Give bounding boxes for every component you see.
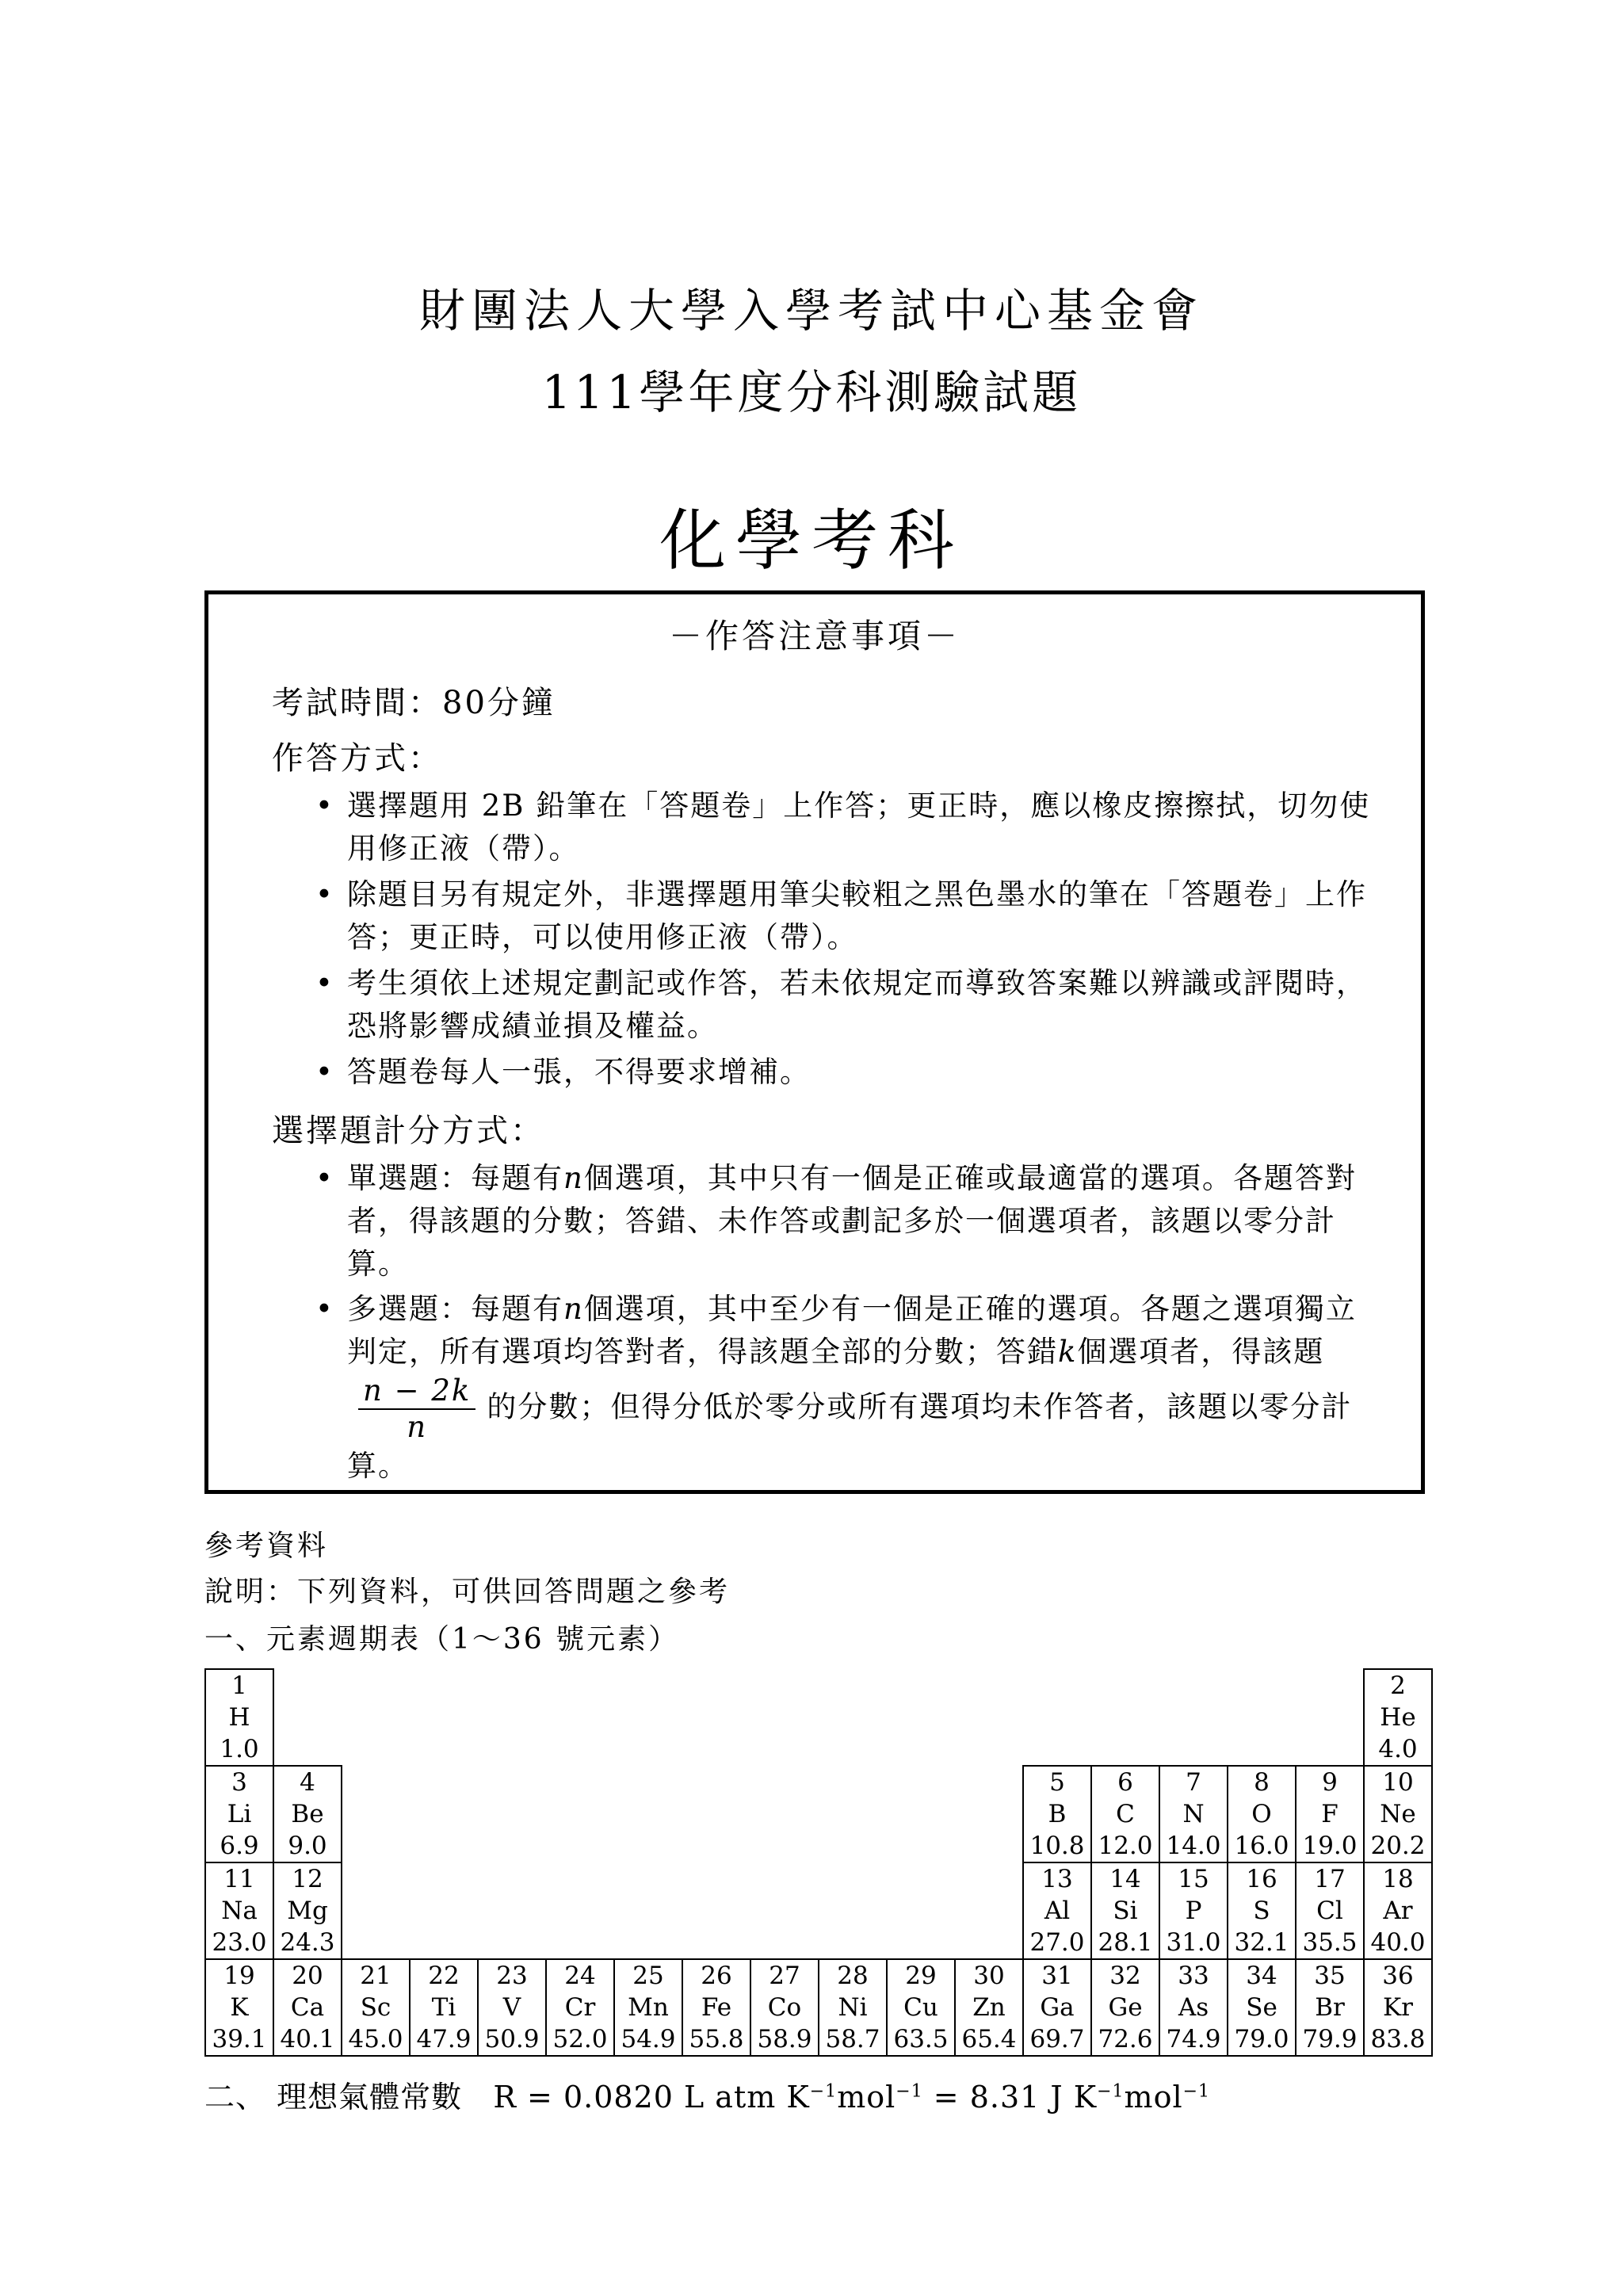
element-cell (614, 1959, 682, 2056)
atomic-mass: 40.1 (280, 2025, 335, 2053)
atomic-mass: 9.0 (288, 1832, 327, 1860)
atomic-number: 7 (1186, 1768, 1201, 1797)
empty-cell (887, 1669, 955, 1766)
element-cell (1159, 1959, 1228, 2056)
atomic-number: 17 (1314, 1865, 1346, 1893)
exponent: −1 (1182, 2081, 1211, 2102)
empty-cell (342, 1669, 410, 1766)
atomic-mass: 1.0 (220, 1735, 259, 1763)
element-cell (205, 1669, 273, 1766)
atomic-number: 32 (1109, 1962, 1141, 1990)
element-cell (819, 1959, 887, 2056)
multi-text-1: 多選題：每題有 (347, 1292, 563, 1326)
atomic-number: 1 (231, 1671, 247, 1700)
periodic-table (204, 1668, 1433, 2057)
notice-heading: －作答注意事項－ (668, 617, 960, 655)
element-cell (750, 1959, 819, 2056)
empty-cell (887, 1862, 955, 1959)
element-symbol: Be (291, 1800, 324, 1828)
element-cell (1023, 1959, 1091, 2056)
empty-cell (682, 1766, 750, 1862)
element-symbol: Li (227, 1800, 252, 1828)
atomic-mass: 14.0 (1166, 1832, 1221, 1860)
empty-cell (750, 1862, 819, 1959)
element-symbol: As (1178, 1993, 1209, 2022)
element-cell (410, 1959, 478, 2056)
element-symbol: H (228, 1703, 250, 1732)
element-cell (887, 1959, 955, 2056)
empty-cell (819, 1862, 887, 1959)
empty-cell (955, 1862, 1023, 1959)
element-cell (1159, 1862, 1228, 1959)
atomic-number: 28 (837, 1962, 869, 1990)
empty-cell (410, 1862, 478, 1959)
single-text-2: 個選項，其中只有一個是正確或最適當的選項。各題答對者，得該題的分數；答錯、未作答或劃記多於一個選項者，該題以零分計算。 (347, 1161, 1357, 1281)
method-item (315, 785, 1377, 870)
single-text-1: 單選題：每題有 (347, 1161, 563, 1195)
element-symbol: O (1251, 1800, 1272, 1828)
atomic-number: 9 (1322, 1768, 1338, 1797)
element-cell (1364, 1766, 1432, 1862)
element-cell (205, 1766, 273, 1862)
multi-text-3: 個選項者，得該題 (1077, 1335, 1325, 1369)
multi-k: k (1058, 1335, 1078, 1369)
atomic-mass: 6.9 (220, 1832, 259, 1860)
element-symbol: S (1253, 1897, 1270, 1925)
element-symbol: P (1185, 1897, 1202, 1925)
fraction-denominator: n (407, 1410, 428, 1444)
multi-text-2: 個選項，其中至少有一個是正確的選項。各題之選項獨立判定，所有選項均答對者，得該題全部的分數；答錯 (347, 1292, 1357, 1369)
atomic-mass: 65.4 (961, 2025, 1017, 2053)
element-symbol: Ne (1380, 1800, 1416, 1828)
atomic-mass: 74.9 (1166, 2025, 1221, 2053)
element-cell (1296, 1766, 1364, 1862)
empty-cell (955, 1766, 1023, 1862)
atomic-number: 13 (1041, 1865, 1073, 1893)
single-n: n (563, 1161, 584, 1195)
atomic-mass: 16.0 (1234, 1832, 1289, 1860)
method-item (315, 962, 1377, 1048)
atomic-number: 27 (769, 1962, 800, 1990)
element-symbol: Na (221, 1897, 258, 1925)
atomic-mass: 35.5 (1302, 1928, 1358, 1957)
atomic-number: 33 (1178, 1962, 1209, 1990)
element-cell (1091, 1959, 1159, 2056)
element-symbol: Br (1315, 1993, 1345, 2022)
method-item-text: 答題卷每人一張，不得要求增補。 (347, 1055, 811, 1089)
empty-cell (546, 1766, 614, 1862)
fraction-numerator: n − 2k (358, 1373, 475, 1410)
atomic-number: 24 (564, 1962, 596, 1990)
atomic-mass: 79.9 (1302, 2025, 1358, 2053)
atomic-mass: 39.1 (212, 2025, 267, 2053)
method-item-text: 除題目另有規定外，非選擇題用筆尖較粗之黑色墨水的筆在「答題卷」上作答；更正時，可以使用修正液（帶）。 (347, 877, 1367, 954)
atomic-number: 5 (1049, 1768, 1065, 1797)
atomic-number: 26 (701, 1962, 732, 1990)
gas-constant-label: 二、 理想氣體常數 (204, 2080, 463, 2115)
periodic-table-label: 一、元素週期表（1～36 號元素） (204, 1623, 680, 1656)
element-symbol: Mg (287, 1897, 328, 1925)
gas-constant (204, 2073, 1210, 2116)
atomic-number: 8 (1254, 1768, 1270, 1797)
periodic-row (205, 1959, 1432, 2056)
element-symbol: F (1321, 1800, 1338, 1828)
empty-cell (682, 1862, 750, 1959)
atomic-number: 14 (1109, 1865, 1141, 1893)
notice-box (204, 590, 1425, 1494)
atomic-number: 25 (632, 1962, 664, 1990)
atomic-number: 3 (231, 1768, 247, 1797)
element-cell (342, 1959, 410, 2056)
element-symbol: Ni (838, 1993, 868, 2022)
bullet-icon: • (315, 1292, 334, 1326)
bullet-icon: • (315, 1161, 334, 1195)
empty-cell (546, 1669, 614, 1766)
empty-cell (478, 1669, 546, 1766)
atomic-mass: 40.0 (1370, 1928, 1426, 1957)
atomic-number: 23 (496, 1962, 528, 1990)
atomic-number: 34 (1246, 1962, 1277, 1990)
element-symbol: Cu (903, 1993, 938, 2022)
atomic-mass: 10.8 (1029, 1832, 1085, 1860)
empty-cell (682, 1669, 750, 1766)
element-symbol: Mn (628, 1993, 669, 2022)
element-symbol: Fe (701, 1993, 732, 2022)
reference-description: 說明：下列資料，可供回答問題之參考 (204, 1576, 731, 1608)
atomic-mass: 55.8 (689, 2025, 744, 2053)
method-item (315, 873, 1377, 959)
gas-mol: mol (1124, 2080, 1183, 2115)
atomic-mass: 4.0 (1378, 1735, 1418, 1763)
subject-title: 化學考科 (659, 502, 964, 579)
atomic-mass: 31.0 (1166, 1928, 1221, 1957)
atomic-mass: 58.7 (825, 2025, 880, 2053)
organization-title: 財團法人大學入學考試中心基金會 (418, 284, 1204, 338)
exam-title: 111學年度分科測驗試題 (541, 365, 1082, 419)
element-symbol: Kr (1383, 1993, 1413, 2022)
empty-cell (1228, 1669, 1296, 1766)
exponent: −1 (896, 2081, 923, 2102)
atomic-mass: 52.0 (552, 2025, 608, 2053)
element-cell (205, 1862, 273, 1959)
empty-cell (478, 1862, 546, 1959)
atomic-number: 2 (1390, 1671, 1406, 1700)
element-symbol: Si (1113, 1897, 1138, 1925)
empty-cell (750, 1669, 819, 1766)
element-symbol: Cl (1316, 1897, 1343, 1925)
atomic-mass: 32.1 (1234, 1928, 1289, 1957)
bullet-icon: • (315, 789, 334, 823)
atomic-mass: 24.3 (280, 1928, 335, 1957)
element-symbol: Ca (290, 1993, 325, 2022)
element-cell (1023, 1862, 1091, 1959)
multi-text-4: 的分數；但得分低於零分或所有選項均未作答者，該題以零分計算。 (347, 1389, 1353, 1483)
atomic-mass: 54.9 (621, 2025, 676, 2053)
element-cell (1159, 1766, 1228, 1862)
empty-cell (819, 1766, 887, 1862)
element-cell (273, 1862, 342, 1959)
atomic-number: 35 (1314, 1962, 1346, 1990)
atomic-number: 36 (1382, 1962, 1414, 1990)
empty-cell (614, 1862, 682, 1959)
atomic-number: 29 (905, 1962, 937, 1990)
element-symbol: Cr (564, 1993, 596, 2022)
atomic-number: 15 (1178, 1865, 1209, 1893)
element-symbol: Al (1044, 1897, 1071, 1925)
element-symbol: B (1048, 1800, 1067, 1828)
atomic-number: 11 (223, 1865, 255, 1893)
element-symbol: Sc (360, 1993, 391, 2022)
atomic-mass: 28.1 (1098, 1928, 1153, 1957)
atomic-mass: 45.0 (348, 2025, 403, 2053)
periodic-row (205, 1669, 1432, 1766)
atomic-number: 10 (1382, 1768, 1414, 1797)
element-symbol: Ga (1040, 1993, 1075, 2022)
element-symbol: V (502, 1993, 521, 2022)
empty-cell (342, 1862, 410, 1959)
element-cell (682, 1959, 750, 2056)
gas-formula-a: R = 0.0820 L atm K (493, 2080, 810, 2115)
empty-cell (273, 1669, 342, 1766)
atomic-mass: 27.0 (1029, 1928, 1085, 1957)
atomic-number: 31 (1041, 1962, 1073, 1990)
reference-title: 參考資料 (204, 1530, 329, 1562)
element-symbol: Se (1246, 1993, 1277, 2022)
element-symbol: Zn (972, 1993, 1006, 2022)
empty-cell (955, 1669, 1023, 1766)
element-symbol: N (1182, 1800, 1205, 1828)
element-cell (1296, 1862, 1364, 1959)
bullet-icon: • (315, 877, 334, 911)
single-choice-rule (315, 1157, 1377, 1286)
element-cell (955, 1959, 1023, 2056)
empty-cell (342, 1766, 410, 1862)
element-cell (478, 1959, 546, 2056)
atomic-number: 18 (1382, 1865, 1414, 1893)
scoring-title: 選擇題計分方式： (272, 1113, 544, 1149)
exponent: −1 (1097, 2081, 1125, 2102)
empty-cell (1296, 1669, 1364, 1766)
element-symbol: Ti (431, 1993, 456, 2022)
atomic-number: 20 (292, 1962, 323, 1990)
method-title: 作答方式： (272, 740, 442, 777)
empty-cell (1023, 1669, 1091, 1766)
score-fraction (358, 1373, 475, 1445)
element-cell (1364, 1669, 1432, 1766)
atomic-number: 30 (973, 1962, 1005, 1990)
element-symbol: K (230, 1993, 249, 2022)
empty-cell (887, 1766, 955, 1862)
atomic-number: 12 (292, 1865, 323, 1893)
element-cell (1091, 1766, 1159, 1862)
method-item (315, 1051, 1377, 1094)
atomic-mass: 79.0 (1234, 2025, 1289, 2053)
atomic-mass: 12.0 (1098, 1832, 1153, 1860)
element-symbol: C (1116, 1800, 1135, 1828)
atomic-mass: 69.7 (1029, 2025, 1085, 2053)
multi-n: n (563, 1292, 584, 1326)
empty-cell (546, 1862, 614, 1959)
atomic-mass: 83.8 (1370, 2025, 1426, 2053)
empty-cell (410, 1669, 478, 1766)
element-cell (1364, 1959, 1432, 2056)
atomic-number: 6 (1117, 1768, 1133, 1797)
atomic-number: 21 (360, 1962, 391, 1990)
method-item-text: 選擇題用 2B 鉛筆在「答題卷」上作答；更正時，應以橡皮擦擦拭，切勿使用修正液（帶）。 (347, 789, 1371, 865)
atomic-mass: 72.6 (1098, 2025, 1153, 2053)
atomic-mass: 63.5 (893, 2025, 949, 2053)
bullet-icon: • (315, 1055, 334, 1089)
empty-cell (819, 1669, 887, 1766)
gas-mol: mol (837, 2080, 896, 2115)
atomic-mass: 47.9 (416, 2025, 472, 2053)
element-cell (1228, 1862, 1296, 1959)
element-symbol: Ar (1383, 1897, 1413, 1925)
exponent: −1 (809, 2081, 838, 2102)
multi-choice-rule (315, 1288, 1377, 1488)
empty-cell (614, 1766, 682, 1862)
empty-cell (410, 1766, 478, 1862)
atomic-mass: 58.9 (757, 2025, 812, 2053)
atomic-number: 19 (223, 1962, 255, 1990)
empty-cell (1091, 1669, 1159, 1766)
empty-cell (614, 1669, 682, 1766)
atomic-number: 22 (428, 1962, 460, 1990)
exam-time: 考試時間：80分鐘 (272, 685, 556, 721)
element-symbol: Ge (1108, 1993, 1143, 2022)
element-cell (205, 1959, 273, 2056)
atomic-number: 16 (1246, 1865, 1277, 1893)
gas-formula-b: = 8.31 J K (922, 2080, 1098, 2115)
bullet-icon: • (315, 966, 334, 1000)
atomic-mass: 23.0 (212, 1928, 267, 1957)
empty-cell (750, 1766, 819, 1862)
method-item-text: 考生須依上述規定劃記或作答，若未依規定而導致答案難以辨識或評閱時，恐將影響成績並損及權益。 (347, 966, 1367, 1043)
element-cell (1091, 1862, 1159, 1959)
element-cell (1296, 1959, 1364, 2056)
empty-cell (1159, 1669, 1228, 1766)
element-cell (1023, 1766, 1091, 1862)
element-cell (546, 1959, 614, 2056)
empty-cell (478, 1766, 546, 1862)
periodic-row (205, 1766, 1432, 1862)
element-cell (273, 1766, 342, 1862)
element-cell (273, 1959, 342, 2056)
atomic-number: 4 (300, 1768, 315, 1797)
element-symbol: Co (767, 1993, 802, 2022)
element-cell (1228, 1766, 1296, 1862)
element-cell (1364, 1862, 1432, 1959)
atomic-mass: 20.2 (1370, 1832, 1426, 1860)
periodic-row (205, 1862, 1432, 1959)
element-symbol: He (1380, 1703, 1416, 1732)
atomic-mass: 19.0 (1302, 1832, 1358, 1860)
atomic-mass: 50.9 (484, 2025, 540, 2053)
element-cell (1228, 1959, 1296, 2056)
